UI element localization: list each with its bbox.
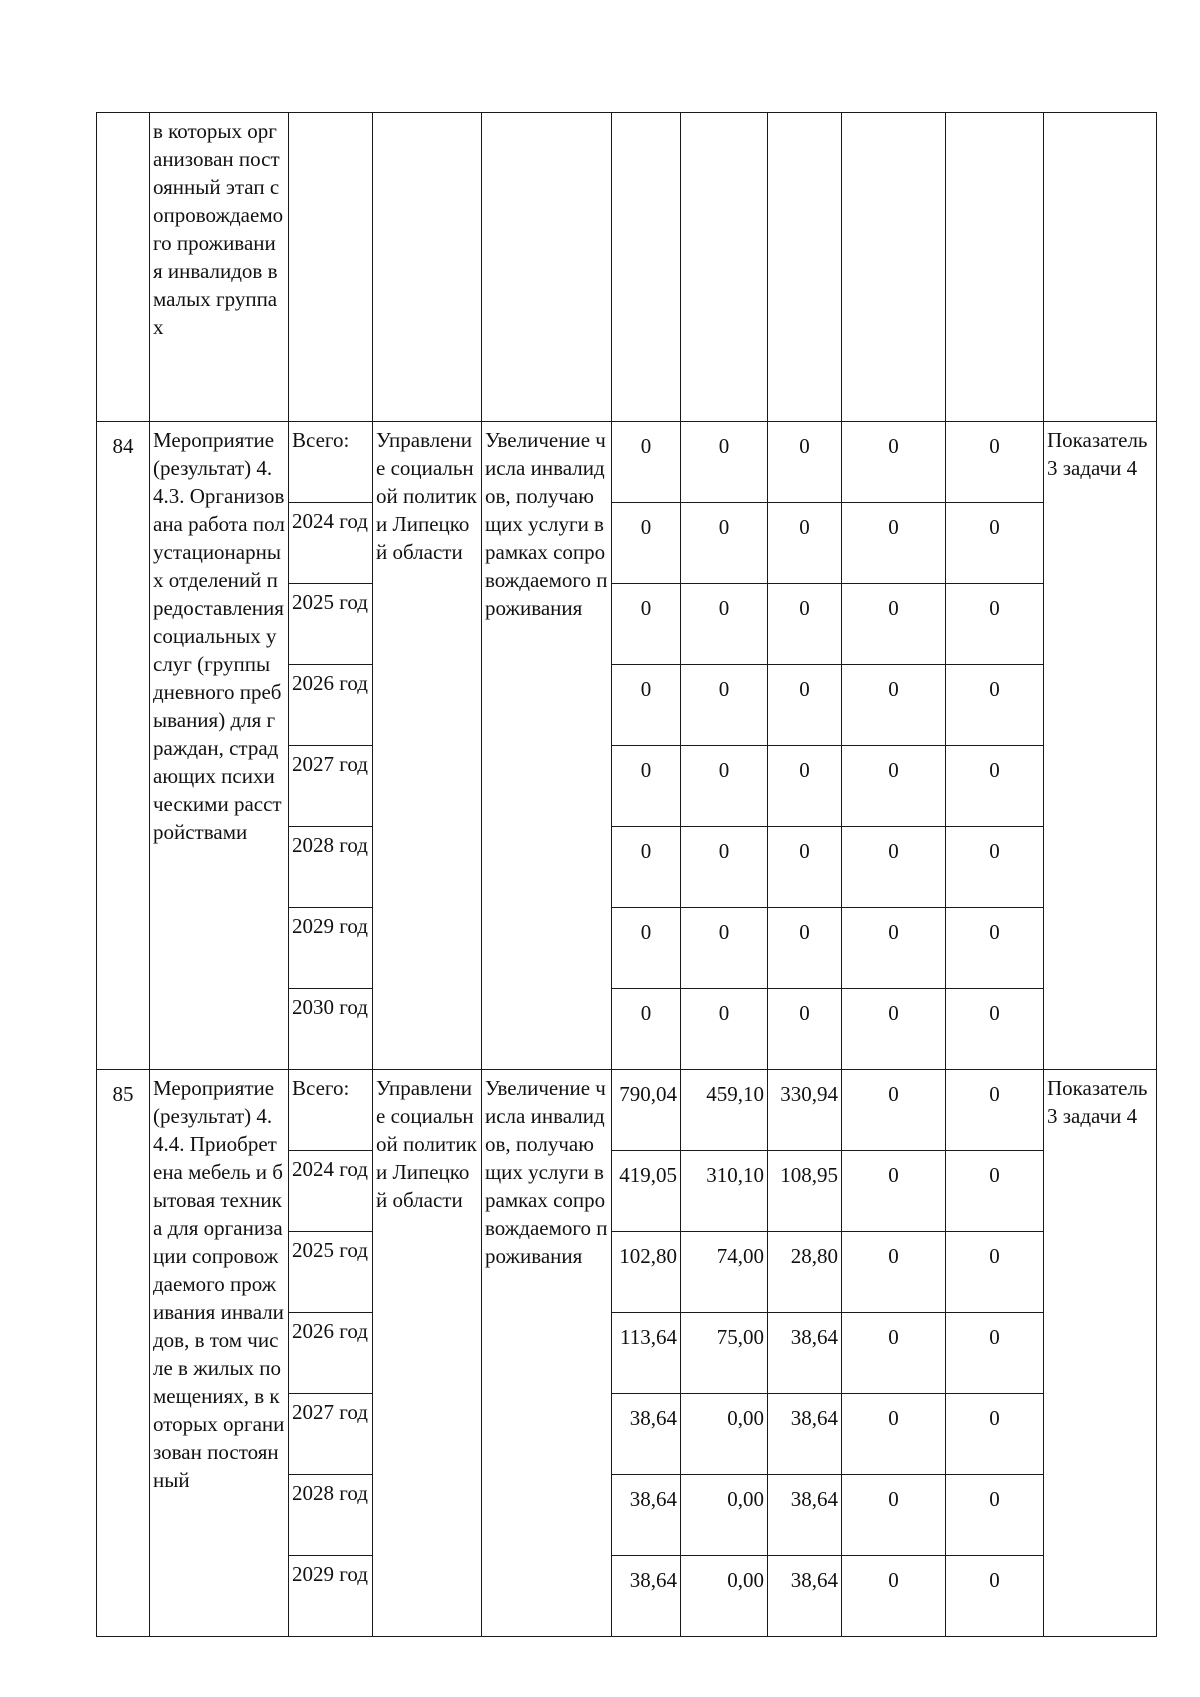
cell-name: в которых организован постоянный этап сопровождаемого проживания инвалидов в малых группах (150, 113, 289, 422)
value-cell: 38,64 (768, 1394, 842, 1475)
value-cell: 75,00 (681, 1313, 768, 1394)
value-cell: 0 (842, 422, 946, 503)
value-cell: 0 (946, 665, 1044, 746)
value-cell: 0 (612, 908, 681, 989)
value-cell: 0 (842, 1313, 946, 1394)
value-cell: 0 (946, 1313, 1044, 1394)
value-cell: 790,04 (612, 1070, 681, 1151)
value-cell: 38,64 (612, 1556, 681, 1637)
program-table (96, 112, 1157, 1637)
value-cell: 28,80 (768, 1232, 842, 1313)
row-number: 85 (97, 1070, 150, 1637)
period-label: 2024 год (289, 1151, 373, 1232)
value-cell: 0 (946, 422, 1044, 503)
value-cell: 0 (842, 746, 946, 827)
value-cell: 0 (946, 989, 1044, 1070)
value-cell: 0 (842, 1475, 946, 1556)
value-cell: 0 (768, 746, 842, 827)
cell-value (768, 113, 842, 422)
period-label: Всего: (289, 422, 373, 503)
value-cell: 0 (842, 503, 946, 584)
table-row-continuation (97, 113, 1157, 422)
value-cell: 0 (842, 1556, 946, 1637)
value-cell: 0 (681, 989, 768, 1070)
value-cell: 0 (946, 584, 1044, 665)
value-cell: 0 (946, 827, 1044, 908)
value-cell: 0 (946, 1232, 1044, 1313)
value-cell: 0 (681, 422, 768, 503)
value-cell: 0 (768, 584, 842, 665)
value-cell: 0 (842, 1394, 946, 1475)
cell-value (842, 113, 946, 422)
value-cell: 0 (768, 989, 842, 1070)
value-cell: 0 (946, 503, 1044, 584)
cell-period (289, 113, 373, 422)
value-cell: 0 (946, 1556, 1044, 1637)
value-cell: 0,00 (681, 1394, 768, 1475)
row-number: 84 (97, 422, 150, 1070)
value-cell: 38,64 (612, 1394, 681, 1475)
value-cell: 0 (681, 665, 768, 746)
value-cell: 113,64 (612, 1313, 681, 1394)
value-cell: 0 (842, 584, 946, 665)
cell-value (681, 113, 768, 422)
row-indicator: Показатель 3 задачи 4 (1044, 422, 1157, 1070)
value-cell: 0 (612, 503, 681, 584)
value-cell: 0 (842, 827, 946, 908)
value-cell: 0 (946, 1151, 1044, 1232)
value-cell: 459,10 (681, 1070, 768, 1151)
value-cell: 0 (842, 1232, 946, 1313)
value-cell: 38,64 (768, 1475, 842, 1556)
value-cell: 0 (946, 746, 1044, 827)
value-cell: 0 (768, 827, 842, 908)
value-cell: 0 (842, 989, 946, 1070)
value-cell: 0 (612, 989, 681, 1070)
period-label: Всего: (289, 1070, 373, 1151)
cell-value (946, 113, 1044, 422)
value-cell: 0 (612, 665, 681, 746)
value-cell: 0 (612, 746, 681, 827)
cell-responsible (373, 113, 482, 422)
value-cell: 0 (768, 422, 842, 503)
value-cell: 0 (946, 908, 1044, 989)
value-cell: 0 (768, 503, 842, 584)
period-label: 2025 год (289, 584, 373, 665)
period-label: 2025 год (289, 1232, 373, 1313)
value-cell: 0 (681, 584, 768, 665)
value-cell: 0 (612, 422, 681, 503)
value-cell: 0 (681, 908, 768, 989)
period-label: 2027 год (289, 1394, 373, 1475)
value-cell: 0 (612, 584, 681, 665)
value-cell: 0,00 (681, 1556, 768, 1637)
table-row (97, 422, 1157, 503)
value-cell: 0 (681, 503, 768, 584)
value-cell: 330,94 (768, 1070, 842, 1151)
period-label: 2026 год (289, 665, 373, 746)
cell-result (482, 113, 612, 422)
value-cell: 310,10 (681, 1151, 768, 1232)
period-label: 2029 год (289, 908, 373, 989)
value-cell: 38,64 (768, 1313, 842, 1394)
value-cell: 38,64 (612, 1475, 681, 1556)
cell-number (97, 113, 150, 422)
value-cell: 0,00 (681, 1475, 768, 1556)
value-cell: 0 (842, 665, 946, 746)
cell-value (612, 113, 681, 422)
value-cell: 419,05 (612, 1151, 681, 1232)
value-cell: 0 (842, 1151, 946, 1232)
row-responsible: Управление социальной политики Липецкой области (373, 1070, 482, 1637)
value-cell: 102,80 (612, 1232, 681, 1313)
value-cell: 0 (842, 1070, 946, 1151)
value-cell: 0 (946, 1475, 1044, 1556)
period-label: 2028 год (289, 827, 373, 908)
row-responsible: Управление социальной политики Липецкой области (373, 422, 482, 1070)
value-cell: 38,64 (768, 1556, 842, 1637)
value-cell: 0 (768, 665, 842, 746)
value-cell: 0 (681, 746, 768, 827)
value-cell: 0 (842, 908, 946, 989)
value-cell: 0 (612, 827, 681, 908)
value-cell: 108,95 (768, 1151, 842, 1232)
period-label: 2027 год (289, 746, 373, 827)
value-cell: 0 (946, 1070, 1044, 1151)
value-cell: 0 (768, 908, 842, 989)
table-body (97, 113, 1157, 1637)
period-label: 2028 год (289, 1475, 373, 1556)
row-indicator: Показатель 3 задачи 4 (1044, 1070, 1157, 1637)
row-result: Увеличение числа инвалидов, получающих услуги в рамках сопровождаемого проживания (482, 1070, 612, 1637)
period-label: 2029 год (289, 1556, 373, 1637)
value-cell: 0 (681, 827, 768, 908)
value-cell: 74,00 (681, 1232, 768, 1313)
period-label: 2024 год (289, 503, 373, 584)
value-cell: 0 (946, 1394, 1044, 1475)
row-result: Увеличение числа инвалидов, получающих услуги в рамках сопровождаемого проживания (482, 422, 612, 1070)
row-name: Мероприятие (результат) 4.4.3. Организована работа полустационарных отделений предоставления социальных услуг (группы дневного пребывания) для граждан, страдающих психическими расстройствами (150, 422, 289, 1070)
table-row (97, 1070, 1157, 1151)
period-label: 2026 год (289, 1313, 373, 1394)
period-label: 2030 год (289, 989, 373, 1070)
row-name: Мероприятие (результат) 4.4.4. Приобретена мебель и бытовая техника для организации сопровождаемого проживания инвалидов, в том числе в жилых помещениях, в которых организован постоянный (150, 1070, 289, 1637)
cell-indicator (1044, 113, 1157, 422)
